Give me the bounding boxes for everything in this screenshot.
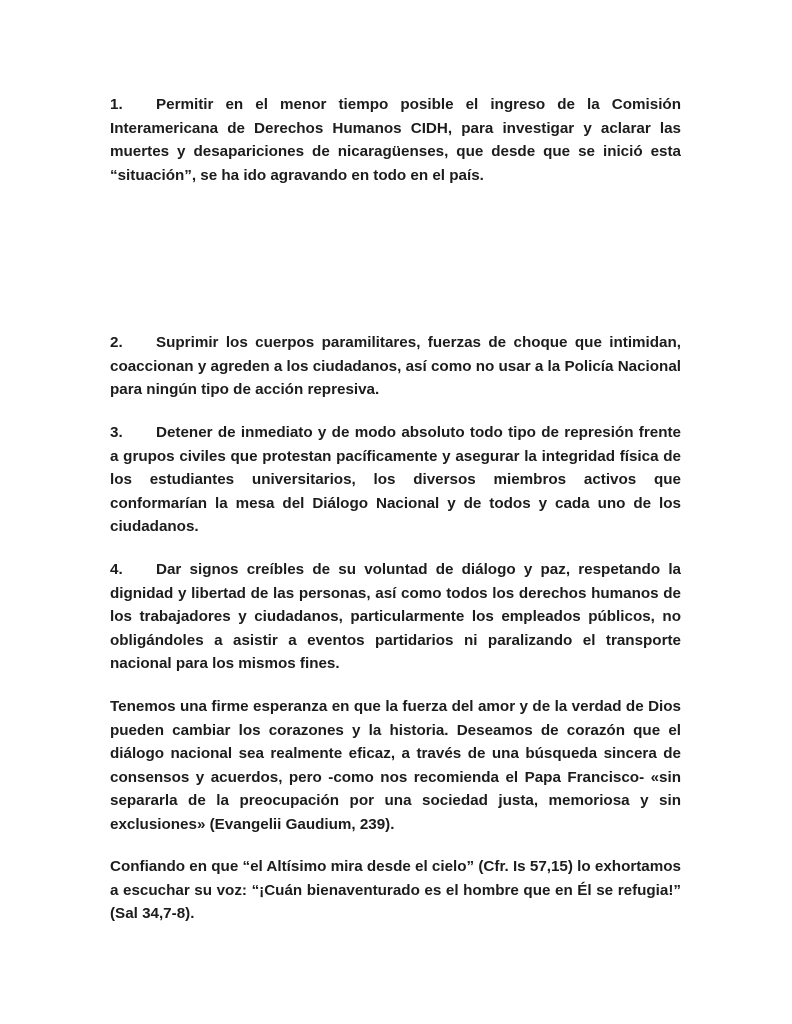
item-number: 3.	[110, 424, 123, 441]
item-text: Dar signos creíbles de su voluntad de diálogo y paz, respetando la dignidad y libertad de las personas, así como todos los derechos humanos de los trabajadores y ciudadanos, particularmente los empleados públicos, no obligándoles a asistir a eventos partidarios ni paralizando el transporte nacional para los mismos fines.	[110, 561, 681, 672]
numbered-item-4	[110, 558, 681, 676]
item-number: 2.	[110, 334, 123, 351]
item-number: 4.	[110, 561, 123, 578]
item-text: Suprimir los cuerpos paramilitares, fuerzas de choque que intimidan, coaccionan y agreden a los ciudadanos, así como no usar a la Policía Nacional para ningún tipo de acción represiva.	[110, 334, 681, 398]
item-text: Detener de inmediato y de modo absoluto todo tipo de represión frente a grupos civiles que protestan pacíficamente y asegurar la integridad física de los estudiantes universitarios, los diversos miembros activos que conformarían la mesa del Diálogo Nacional y de todos y cada uno de los ciudadanos.	[110, 424, 681, 535]
closing-paragraph-hope: Tenemos una firme esperanza en que la fuerza del amor y de la verdad de Dios pueden cambiar los corazones y la historia. Deseamos de corazón que el diálogo nacional sea realmente eficaz, a través de una búsqueda sincera de consensos y acuerdos, pero -como nos recomienda el Papa Francisco- «sin separarla de la preocupación por una sociedad justa, memoriosa y sin exclusiones» (Evangelii Gaudium, 239).	[110, 698, 681, 833]
numbered-item-1	[110, 93, 681, 187]
numbered-item-3	[110, 421, 681, 539]
item-number: 1.	[110, 96, 123, 113]
closing-paragraph-exhortation: Confiando en que “el Altísimo mira desde el cielo” (Cfr. Is 57,15) lo exhortamos a escuchar su voz: “¡Cuán bienaventurado es el hombre que en Él se refugia!” (Sal 34,7-8).	[110, 858, 681, 922]
numbered-item-2	[110, 331, 681, 402]
item-text: Permitir en el menor tiempo posible el ingreso de la Comisión Interamericana de Derechos Humanos CIDH, para investigar y aclarar las muertes y desapariciones de nicaragüenses, que desde que se inició esta “situación”, se ha ido agravando en todo en el país.	[110, 96, 681, 184]
